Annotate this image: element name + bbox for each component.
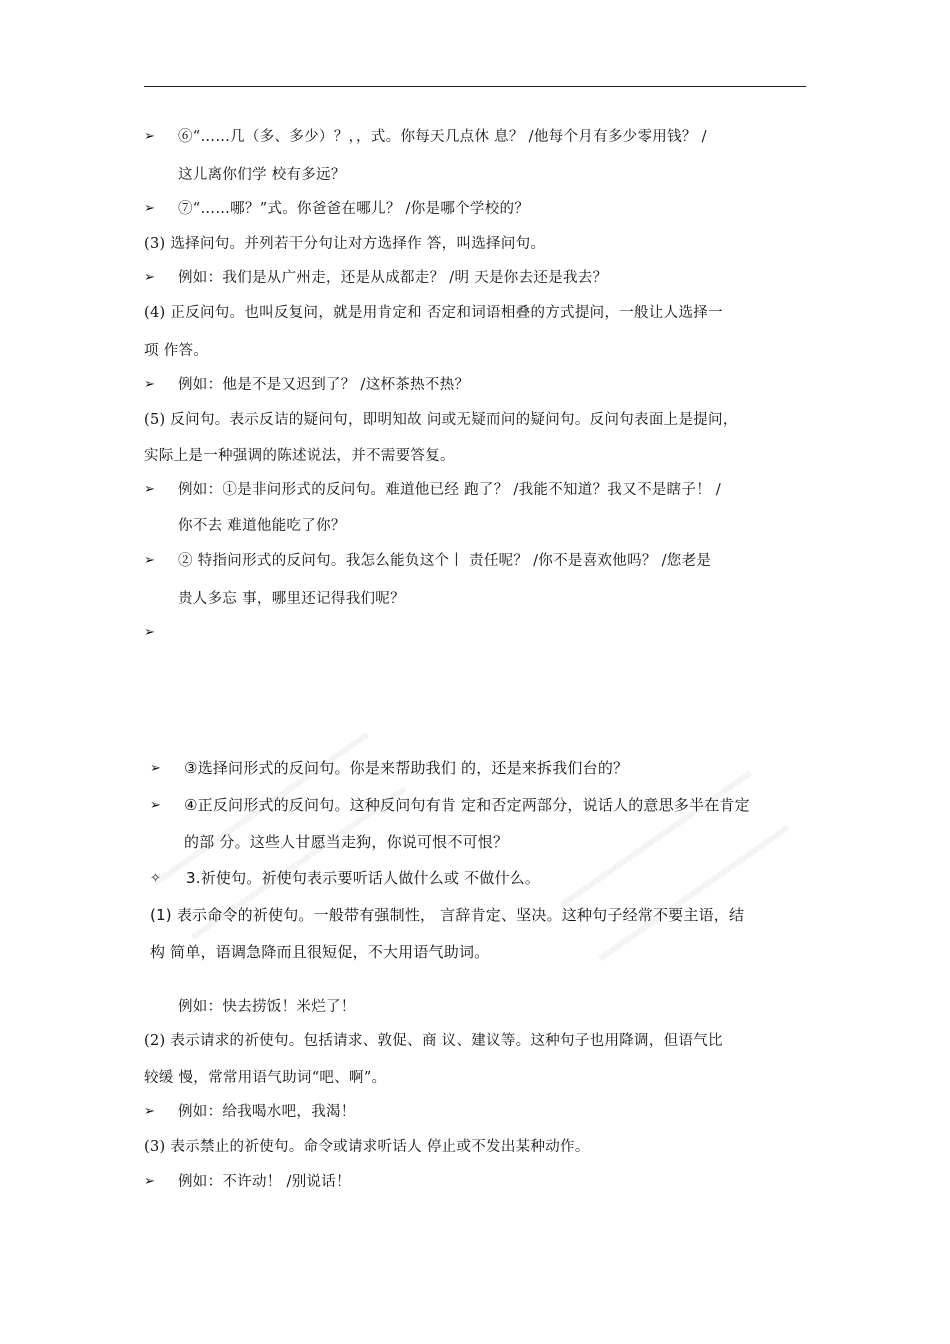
header-rule [144, 86, 806, 87]
text-line-13: ② 特指问形式的反问句。我怎么能负这个丨 责任呢？ /你不是喜欢他吗？ /您老是 [178, 553, 712, 569]
text-line-18: 3.祈使句。祈使句表示要听话人做什么或 不做什么。 [186, 869, 541, 887]
text-line-21: 例如：快去捞饭！米烂了！ [178, 999, 356, 1015]
text-line-24: 例如：给我喝水吧，我渴！ [178, 1104, 356, 1120]
text-line-8: 例如：他是不是又迟到了？ /这杯茶热不热？ [178, 377, 470, 393]
text-line-23: 较缓 慢，常常用语气助词“吧、啊”。 [144, 1070, 387, 1086]
text-line-17: 的部 分。这些人甘愿当走狗，你说可恨不可恨？ [184, 833, 509, 851]
arrow-bullet-icon: ➢ [144, 625, 155, 640]
text-line-2: 这儿离你们学 校有多远？ [178, 167, 346, 183]
text-line-20: 构 简单，语调急降而且很短促，不大用语气助词。 [150, 943, 490, 961]
text-line-6: (4) 正反问句。也叫反复问，就是用肯定和 否定和词语相叠的方式提问，一般让人选择一 [144, 305, 723, 321]
arrow-bullet-icon: ➢ [150, 761, 161, 776]
text-line-3: ⑦“……哪？”式。你爸爸在哪儿？ /你是哪个学校的？ [178, 201, 530, 217]
arrow-bullet-icon: ➢ [144, 377, 155, 392]
arrow-bullet-icon: ➢ [144, 129, 155, 144]
arrow-bullet-icon: ➢ [144, 270, 155, 285]
text-line-19: (1) 表示命令的祈使句。一般带有强制性， 言辞肯定、坚决。这种句子经常不要主语，结 [150, 906, 745, 924]
text-line-16: ④正反问形式的反问句。这种反问句有肯 定和否定两部分，说话人的意思多半在肯定 [184, 796, 750, 814]
text-line-14: 贵人多忘 事，哪里还记得我们呢？ [178, 591, 405, 607]
text-line-5: 例如：我们是从广州走，还是从成都走？ /明 天是你去还是我去？ [178, 270, 608, 286]
arrow-bullet-icon: ➢ [144, 201, 155, 216]
text-line-22: (2) 表示请求的祈使句。包括请求、敦促、商 议、建议等。这种句子也用降调，但语气比 [144, 1033, 723, 1049]
text-line-25: (3) 表示禁止的祈使句。命令或请求听话人 停止或不发出某种动作。 [144, 1139, 590, 1155]
arrow-bullet-icon: ➢ [144, 1104, 155, 1119]
text-line-9: (5) 反问句。表示反诘的疑问句，即明知故 问或无疑而问的疑问句。反问句表面上是提问， [144, 412, 738, 428]
arrow-bullet-icon: ➢ [144, 482, 155, 497]
arrow-bullet-icon: ➢ [150, 798, 161, 813]
text-line-15: ③选择问形式的反问句。你是来帮助我们 的，还是来拆我们台的？ [184, 759, 629, 777]
diamond-bullet-icon: ✧ [150, 871, 161, 886]
text-line-7: 项 作答。 [144, 343, 209, 359]
text-line-26: 例如：不许动！ /别说话！ [178, 1174, 351, 1190]
text-line-10: 实际上是一种强调的陈述说法，并不需要答复。 [144, 448, 455, 464]
text-line-12: 你不去 难道他能吃了你？ [178, 518, 346, 534]
arrow-bullet-icon: ➢ [144, 553, 155, 568]
arrow-bullet-icon: ➢ [144, 1174, 155, 1189]
text-line-4: (3) 选择问句。并列若干分句让对方选择作 答，叫选择问句。 [144, 236, 546, 252]
text-line-11: 例如：①是非问形式的反问句。难道他已经 跑了？ /我能不知道？我又不是瞎子！ / [178, 482, 722, 498]
text-line-1: ⑥“……几（多、多少）？，，式。你每天几点休 息？ /他每个月有多少零用钱？ / [178, 129, 707, 145]
